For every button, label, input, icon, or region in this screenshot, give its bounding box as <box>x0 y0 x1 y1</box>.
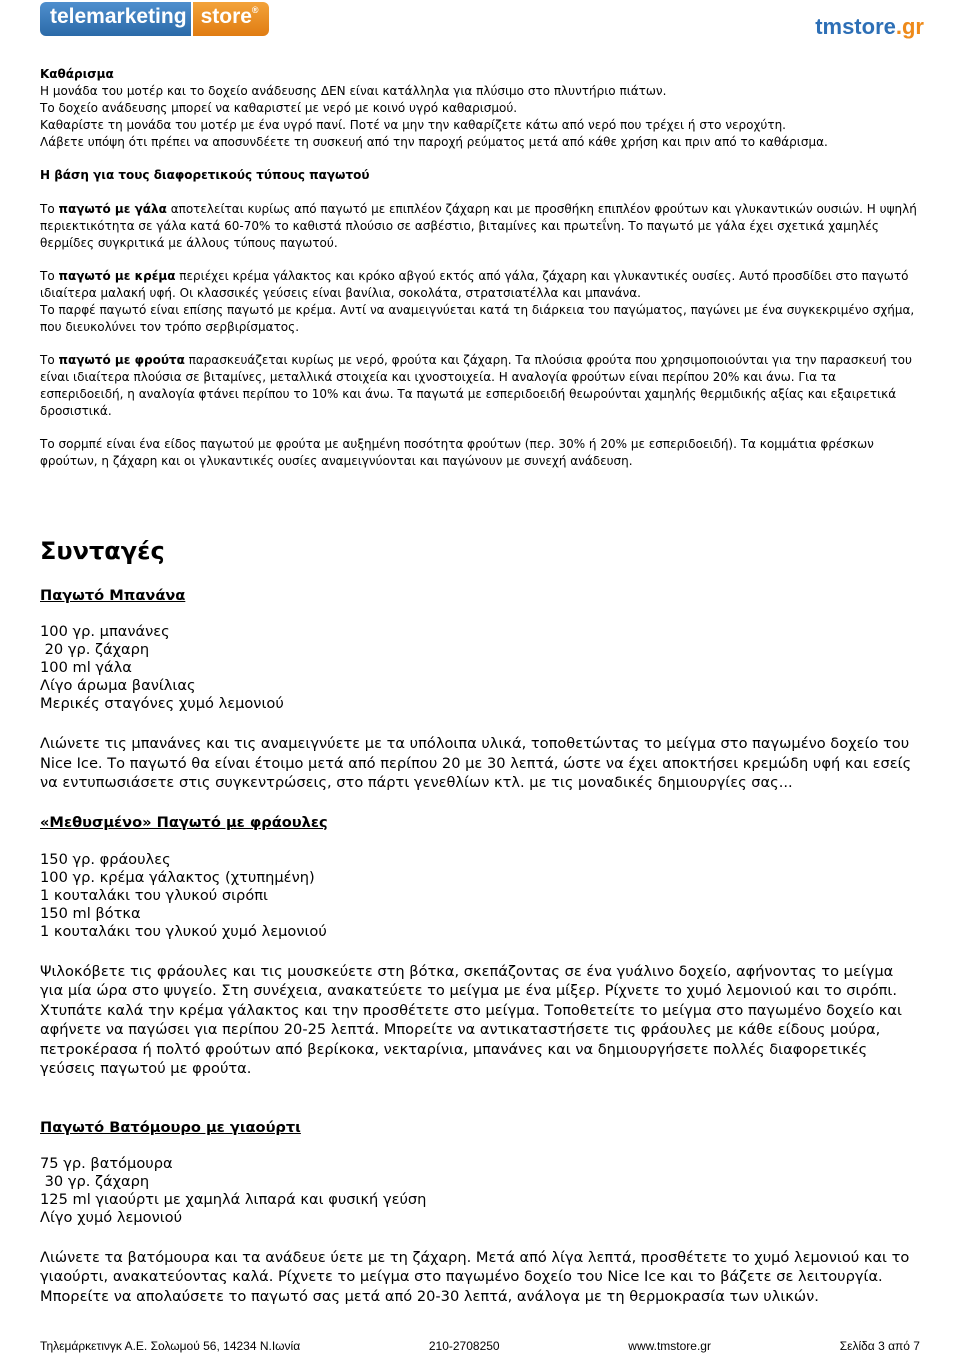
banana-recipe <box>40 586 920 793</box>
milk-paragraph: Το παγωτό με γάλα αποτελείται κυρίως από παγωτό με επιπλέον ζάχαρη και με προσθήκη επιπλέον φρούτων και γλυκαντικών ουσιών. Η υψηλή περιεκτικότητα σε γάλα κατά 60-70% το καθιστά πλούσιο σε ασβέστιο, βιταμίνες και πρωτεΐνη. Το παγωτό με γάλα έχει σχετικά χαμηλές θερμίδες συγκριτικά με άλλους τύπους παγωτού. <box>40 202 917 250</box>
base-heading: Η βάση για τους διαφορετικούς τύπους παγωτού <box>40 168 370 182</box>
recipe-title-strawberry: «Μεθυσμένο» Παγωτό με φράουλες <box>40 813 328 831</box>
parfait-paragraph: Το παρφέ παγωτό είναι επίσης παγωτό με κρέμα. Αντί να αναμειγνύεται κατά τη διάρκεια του παγώματος, παγώνει με ένα συγκεκριμένο σχήμα, που διευκολύνει τον τρόπο σερβιρίσματος. <box>40 303 915 334</box>
registered-mark: ® <box>251 5 259 15</box>
base-section <box>40 167 920 470</box>
ingredient-list <box>40 623 920 713</box>
page-header <box>0 0 960 52</box>
recipe-title-blueberry: Παγωτό Βατόμουρο με γιαούρτι <box>40 1118 301 1136</box>
cleaning-line: Η μονάδα του μοτέρ και το δοχείο ανάδευσης ΔΕΝ είναι κατάλληλα για πλύσιμο στο πλυντήριο πιάτων. <box>40 84 667 98</box>
recipes-title: Συνταγές <box>40 537 165 565</box>
footer-website-link[interactable]: www.tmstore.gr <box>628 1339 711 1353</box>
ingredient-item: 30 γρ. ζάχαρη <box>40 1172 150 1190</box>
ingredient-item: 150 ml βότκα <box>40 904 141 922</box>
footer-company: Τηλεμάρκετινγκ Α.Ε. Σολωμού 56, 14234 Ν.Ιωνία <box>40 1339 301 1353</box>
strawberry-recipe <box>40 813 920 1079</box>
ingredient-item: 100 γρ. κρέμα γάλακτος (χτυπημένη) <box>40 868 315 886</box>
ingredient-item: Μερικές σταγόνες χυμό λεμονιού <box>40 695 284 712</box>
cleaning-section <box>40 66 920 151</box>
cleaning-line: Το δοχείο ανάδευσης μπορεί να καθαριστεί με νερό με κοινό υγρό καθαρισμού. <box>40 101 518 115</box>
ingredient-list <box>40 851 920 941</box>
logo-main-text: telemarketing <box>40 2 191 36</box>
document-body <box>40 66 920 1306</box>
ingredient-item: 20 γρ. ζάχαρη <box>40 641 150 658</box>
ingredient-item: 1 κουταλάκι του γλυκού σιρόπι <box>40 886 268 904</box>
ingredient-item: 150 γρ. φράουλες <box>40 850 171 868</box>
ingredient-list <box>40 1155 920 1227</box>
logo-store-text: store® <box>191 2 269 36</box>
cream-paragraph: Το παγωτό με κρέμα περιέχει κρέμα γάλακτος και κρόκο αβγού εκτός από γάλα, ζάχαρη και γλυκαντικές ουσίες. Αυτό προσδίδει στο παγωτό ιδιαίτερα μαλακή υφή. Οι κλασσικές γεύσεις είναι βανίλια, σοκολάτα, στρατσιατέλλα και μπανάνα. <box>40 269 909 300</box>
ingredient-item: 1 κουταλάκι του γλυκού χυμό λεμονιού <box>40 922 327 940</box>
fruit-paragraph: Το παγωτό με φρούτα παρασκευάζεται κυρίως με νερό, φρούτα και ζάχαρη. Τα πλούσια φρούτα που χρησιμοποιούνται για την παρασκευή του είναι ιδιαίτερα πλούσια σε βιταμίνες, μεταλλικά στοιχεία και ιχνοστοιχεία. Η αναλογία φρούτων είναι περίπου 20% και άνω. Για τα εσπεριδοειδή, η αναλογία φτάνει περίπου το 10% και άνω. Τα παγωτά με εσπεριδοειδή θεωρούνται χαμηλής θερμιδικής αξίας και εξαιρετικά δροσιστικά. <box>40 353 912 418</box>
blueberry-recipe <box>40 1118 920 1307</box>
cleaning-line: Λάβετε υπόψη ότι πρέπει να αποσυνδέετε τη συσκευή από την παροχή ρεύματος μετά από κάθε χρήση και πριν από το καθάρισμα. <box>40 135 828 149</box>
site-brand[interactable]: tmstore.gr <box>815 14 924 39</box>
recipe-method: Ψιλοκόβετε τις φράουλες και τις μουσκεύετε στη βότκα, σκεπάζοντας σε ένα γυάλινο δοχείο, αφήνοντας το μείγμα για μία ώρα στο ψυγείο. Στη συνέχεια, ανακατεύετε το μείγμα με ένα μίξερ. Ρίχνετε το χυμό λεμονιού και το σιρόπι. Χτυπάτε καλά την κρέμα γάλακτος και την προσθέτετε στο μείγμα. Τοποθετείτε το μείγμα στο παγωμένο δοχείο και αφήνετε να παγώσει για περίπου 20-25 λεπτά. Μπορείτε να αντικαταστήσετε τις φράουλες με κάθε είδους μούρα, πετροκέρασα ή πολτό φρούτων από βερίκοκα, νεκταρίνια, μπανάνες και να δημιουργήσετε πολλές διαφορετικές γεύσεις παγωτού με φρούτα. <box>40 962 902 1077</box>
telemarketing-store-logo[interactable] <box>40 2 269 36</box>
page-footer <box>40 1339 920 1353</box>
ingredient-item: 125 ml γιαούρτι με χαμηλά λιπαρά και φυσική γεύση <box>40 1190 427 1208</box>
recipe-title-banana: Παγωτό Μπανάνα <box>40 587 186 604</box>
recipe-method: Λιώνετε τις μπανάνες και τις αναμειγνύετε με τα υπόλοιπα υλικά, τοποθετώντας το μείγμα στο παγωμένο δοχείο του Nice Ice. Το παγωτό θα είναι έτοιμο μετά από περίπου 20 με 30 λεπτά, ώστε να έχει αποκτήσει κρεμώδη υφή και εσείς να εντυπωσιάσετε στις συγκεντρώσεις, στο πάρτι γενεθλίων κτλ. με τις μοναδικές δημιουργίες σας... <box>40 735 912 791</box>
sorbet-paragraph: Το σορμπέ είναι ένα είδος παγωτού με φρούτα με αυξημένη ποσότητα φρούτων (περ. 30% ή 20% με εσπεριδοειδή). Τα κομμάτια φρέσκων φρούτων, η ζάχαρη και οι γλυκαντικές ουσίες αναμειγνύονται και παγώνουν με συνεχή ανάδευση. <box>40 437 874 468</box>
ingredient-item: Λίγο χυμό λεμονιού <box>40 1208 183 1226</box>
ingredient-item: Λίγο άρωμα βανίλιας <box>40 677 196 694</box>
cleaning-heading: Καθάρισμα <box>40 67 114 81</box>
footer-phone: 210-2708250 <box>428 1339 500 1353</box>
ingredient-item: 75 γρ. βατόμουρα <box>40 1154 173 1172</box>
footer-page-number: Σελίδα 3 από 7 <box>839 1339 920 1353</box>
ingredient-item: 100 ml γάλα <box>40 659 132 676</box>
recipe-method: Λιώνετε τα βατόμουρα και τα ανάδευε ύετε με τη ζάχαρη. Μετά από λίγα λεπτά, προσθέτετε το χυμό λεμονιού και το γιαούρτι, ανακατεύοντας καλά. Ρίχνετε το μείγμα στο παγωμένο δοχείο του Nice Ice και το βάζετε σε λειτουργία. Μπορείτε να απολαύσετε το παγωτό σας μετά από 20-30 λεπτά, ανάλογα με τη θερμοκρασία των υλικών. <box>40 1248 910 1305</box>
ingredient-item: 100 γρ. μπανάνες <box>40 623 170 640</box>
cleaning-line: Καθαρίστε τη μονάδα του μοτέρ με ένα υγρό πανί. Ποτέ να μην την καθαρίζετε κάτω από νερό που τρέχει ή στο νεροχύτη. <box>40 118 786 132</box>
